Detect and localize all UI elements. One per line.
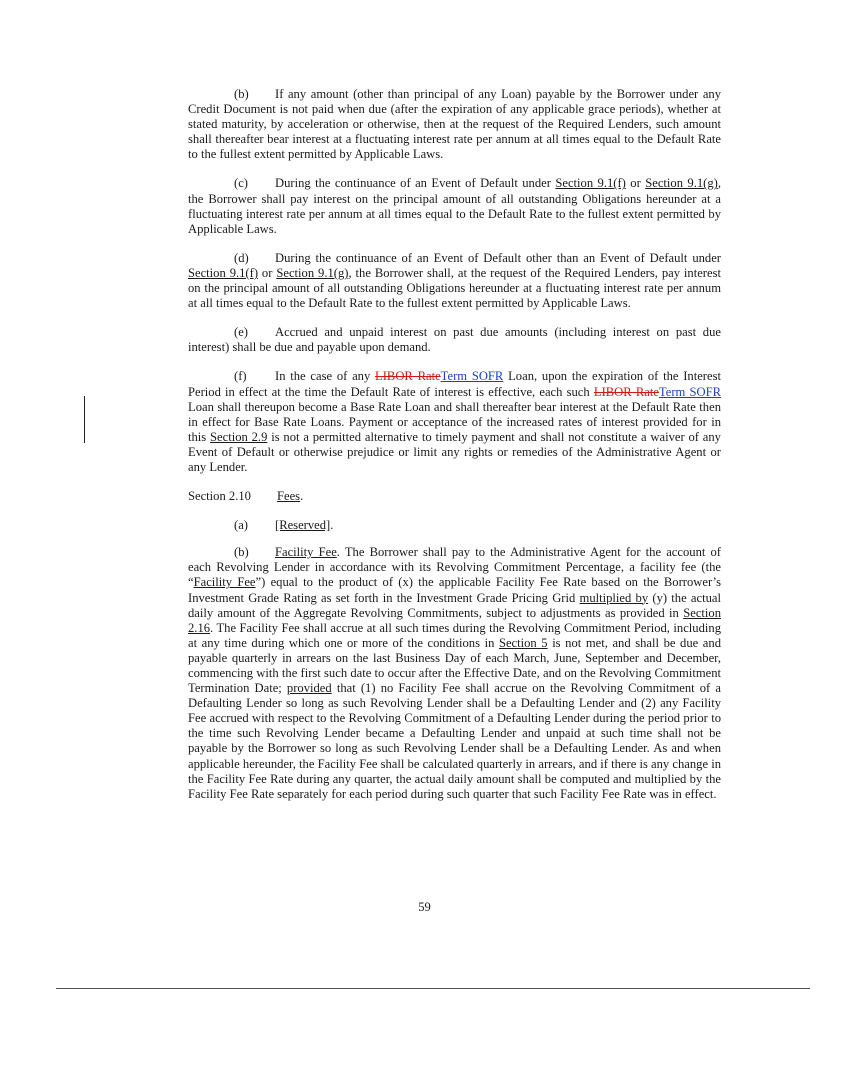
revision-change-bar: [84, 396, 85, 443]
deleted-text: LIBOR Rate: [593, 384, 659, 399]
paragraph-text: , the Borrower shall, at the request of the Required Lenders, pay interest on the principal amount of all outstanding Obligations hereunder at a fluctuating interest rate per annum at all times equal to the Default Rate to the fullest extent permitted by Applicable Laws.: [188, 265, 721, 311]
reserved-text: [Reserved]: [275, 518, 331, 533]
paragraph-text: During the continuance of an Event of Default under: [275, 176, 556, 191]
paragraph-label: (b): [234, 87, 249, 101]
paragraph-d-other-default: [188, 251, 721, 311]
paragraph-label: (b): [234, 545, 249, 560]
paragraph-text: that (1) no Facility Fee shall accrue on the Revolving Commitment of a Defaulting Lender so long as such Revolving Lender shall be a Defaulting Lender and (2) any Facility Fee accrued with respect to the Revolving Commitment of a Defaulting Lender during the period prior to the time such Revolving Lender became a Defaulting Lender and unpaid at such time shall not be payable by the Borrower so long as such Revolving Lender shall be a Defaulting Lender. As and when applicable hereunder, the Facility Fee shall be calculated quarterly in arrears, and if there is any change in the Facility Fee Rate during any quarter, the actual daily amount shall be computed and multiplied by the Facility Fee Rate separately for each period during such quarter that such Facility Fee Rate was in effect.: [188, 681, 721, 801]
section-reference: Section 9.1(f): [555, 176, 626, 191]
paragraph-text: Loan, upon the expiration of the Interest Period in effect at the time the Default Rate of interest is effective, each such: [188, 369, 721, 399]
paragraph-text: Loan shall thereupon become a Base Rate Loan and shall thereafter bear interest at the Default Rate then in effect for Base Rate Loans. Payment or acceptance of the increased rates of interest provided for in this: [188, 399, 721, 444]
section-reference: Section 2.16: [188, 605, 721, 635]
section-reference: Section 2.9: [210, 429, 268, 444]
paragraph-c-bankruptcy-default: [188, 176, 721, 236]
paragraph-text: ”) equal to the product of (x) the applicable Facility Fee Rate based on the Borrower’s Investment Grade Rating as set forth in the Investment Grade Pricing Grid: [188, 575, 722, 605]
section-number: Section 2.10: [188, 489, 251, 504]
paragraph-text: or: [258, 265, 277, 280]
section-reference: Section 9.1(g): [276, 265, 349, 280]
section-reference: Section 5: [498, 635, 548, 650]
paragraph-label: (f): [234, 369, 247, 384]
paragraph-text: is not met, and shall be due and payable quarterly in arrears on the last Business Day of each March, June, September and December, commencing with the first such date to occur after the Effective Date, and on the Revolving Commitment Termination Date;: [188, 635, 721, 696]
paragraph-e-past-due-interest: [188, 325, 721, 355]
document-body: [188, 87, 721, 816]
paragraph-text: Accrued and unpaid interest on past due amounts (including interest on past due interest) shall be due and payable upon demand.: [188, 325, 721, 355]
emphasized-term: multiplied by: [579, 590, 649, 605]
paragraph-text: or: [625, 176, 646, 191]
paragraph-text: In the case of any: [275, 369, 376, 384]
paragraph-label: (c): [234, 176, 248, 191]
inserted-text: Term SOFR: [658, 384, 721, 399]
paragraph-fees-b-facility-fee: [188, 545, 721, 802]
paragraph-fees-a: [188, 518, 721, 533]
section-heading: [188, 489, 721, 504]
defined-term: Facility Fee: [193, 575, 256, 590]
paragraph-text: is not a permitted alternative to timely payment and shall not constitute a waiver of any Event of Default or otherwise prejudice or limit any rights or remedies of the Administrative Agent or any Lender.: [188, 429, 721, 474]
deleted-text: LIBOR Rate: [375, 369, 441, 384]
paragraph-label: (d): [234, 250, 249, 265]
paragraph-f-term-sofr-conversion: [188, 369, 721, 475]
section-reference: Section 9.1(g): [645, 176, 718, 191]
section-title-period: .: [300, 489, 304, 504]
paragraph-text: . The Facility Fee shall accrue at all such times during the Revolving Commitment Period, including at any time during which one or more of the conditions in: [188, 620, 721, 650]
paragraph-text: If any amount (other than principal of any Loan) payable by the Borrower under any Credit Document is not paid when due (after the expiration of any applicable grace periods), whether at stated maturity, by acceleration or otherwise, then at the request of the Required Lenders, such amount shall thereafter bear interest at a fluctuating interest rate per annum at all times equal to the Default Rate to the fullest extent permitted by Applicable Laws.: [188, 87, 721, 162]
paragraph-label: (e): [234, 325, 248, 340]
paragraph-text: , the Borrower shall pay interest on the principal amount of all outstanding Obligations hereunder at a fluctuating interest rate per annum at all times equal to the Default Rate to the fullest extent permitted by Applicable Laws.: [188, 176, 722, 236]
paragraph-b-default-interest: [188, 87, 721, 162]
paragraph-text: (y) the actual daily amount of the Aggregate Revolving Commitments, subject to adjustments as provided in: [188, 590, 721, 620]
subsection-title: Facility Fee: [275, 545, 337, 560]
emphasized-term: provided: [286, 681, 332, 696]
section-title: Fees: [277, 489, 301, 504]
footer-divider: [56, 988, 810, 989]
paragraph-text: .: [330, 518, 334, 533]
paragraph-text: . The Borrower shall pay to the Administrative Agent for the account of each Revolving Lender in accordance with its Revolving Commitment Percentage, a facility fee (the “: [188, 545, 721, 590]
paragraph-text: During the continuance of an Event of Default other than an Event of Default under: [275, 250, 721, 265]
paragraph-label: (a): [234, 518, 248, 533]
inserted-text: Term SOFR: [440, 369, 504, 384]
section-reference: Section 9.1(f): [188, 265, 259, 280]
page-number: 59: [418, 900, 431, 914]
